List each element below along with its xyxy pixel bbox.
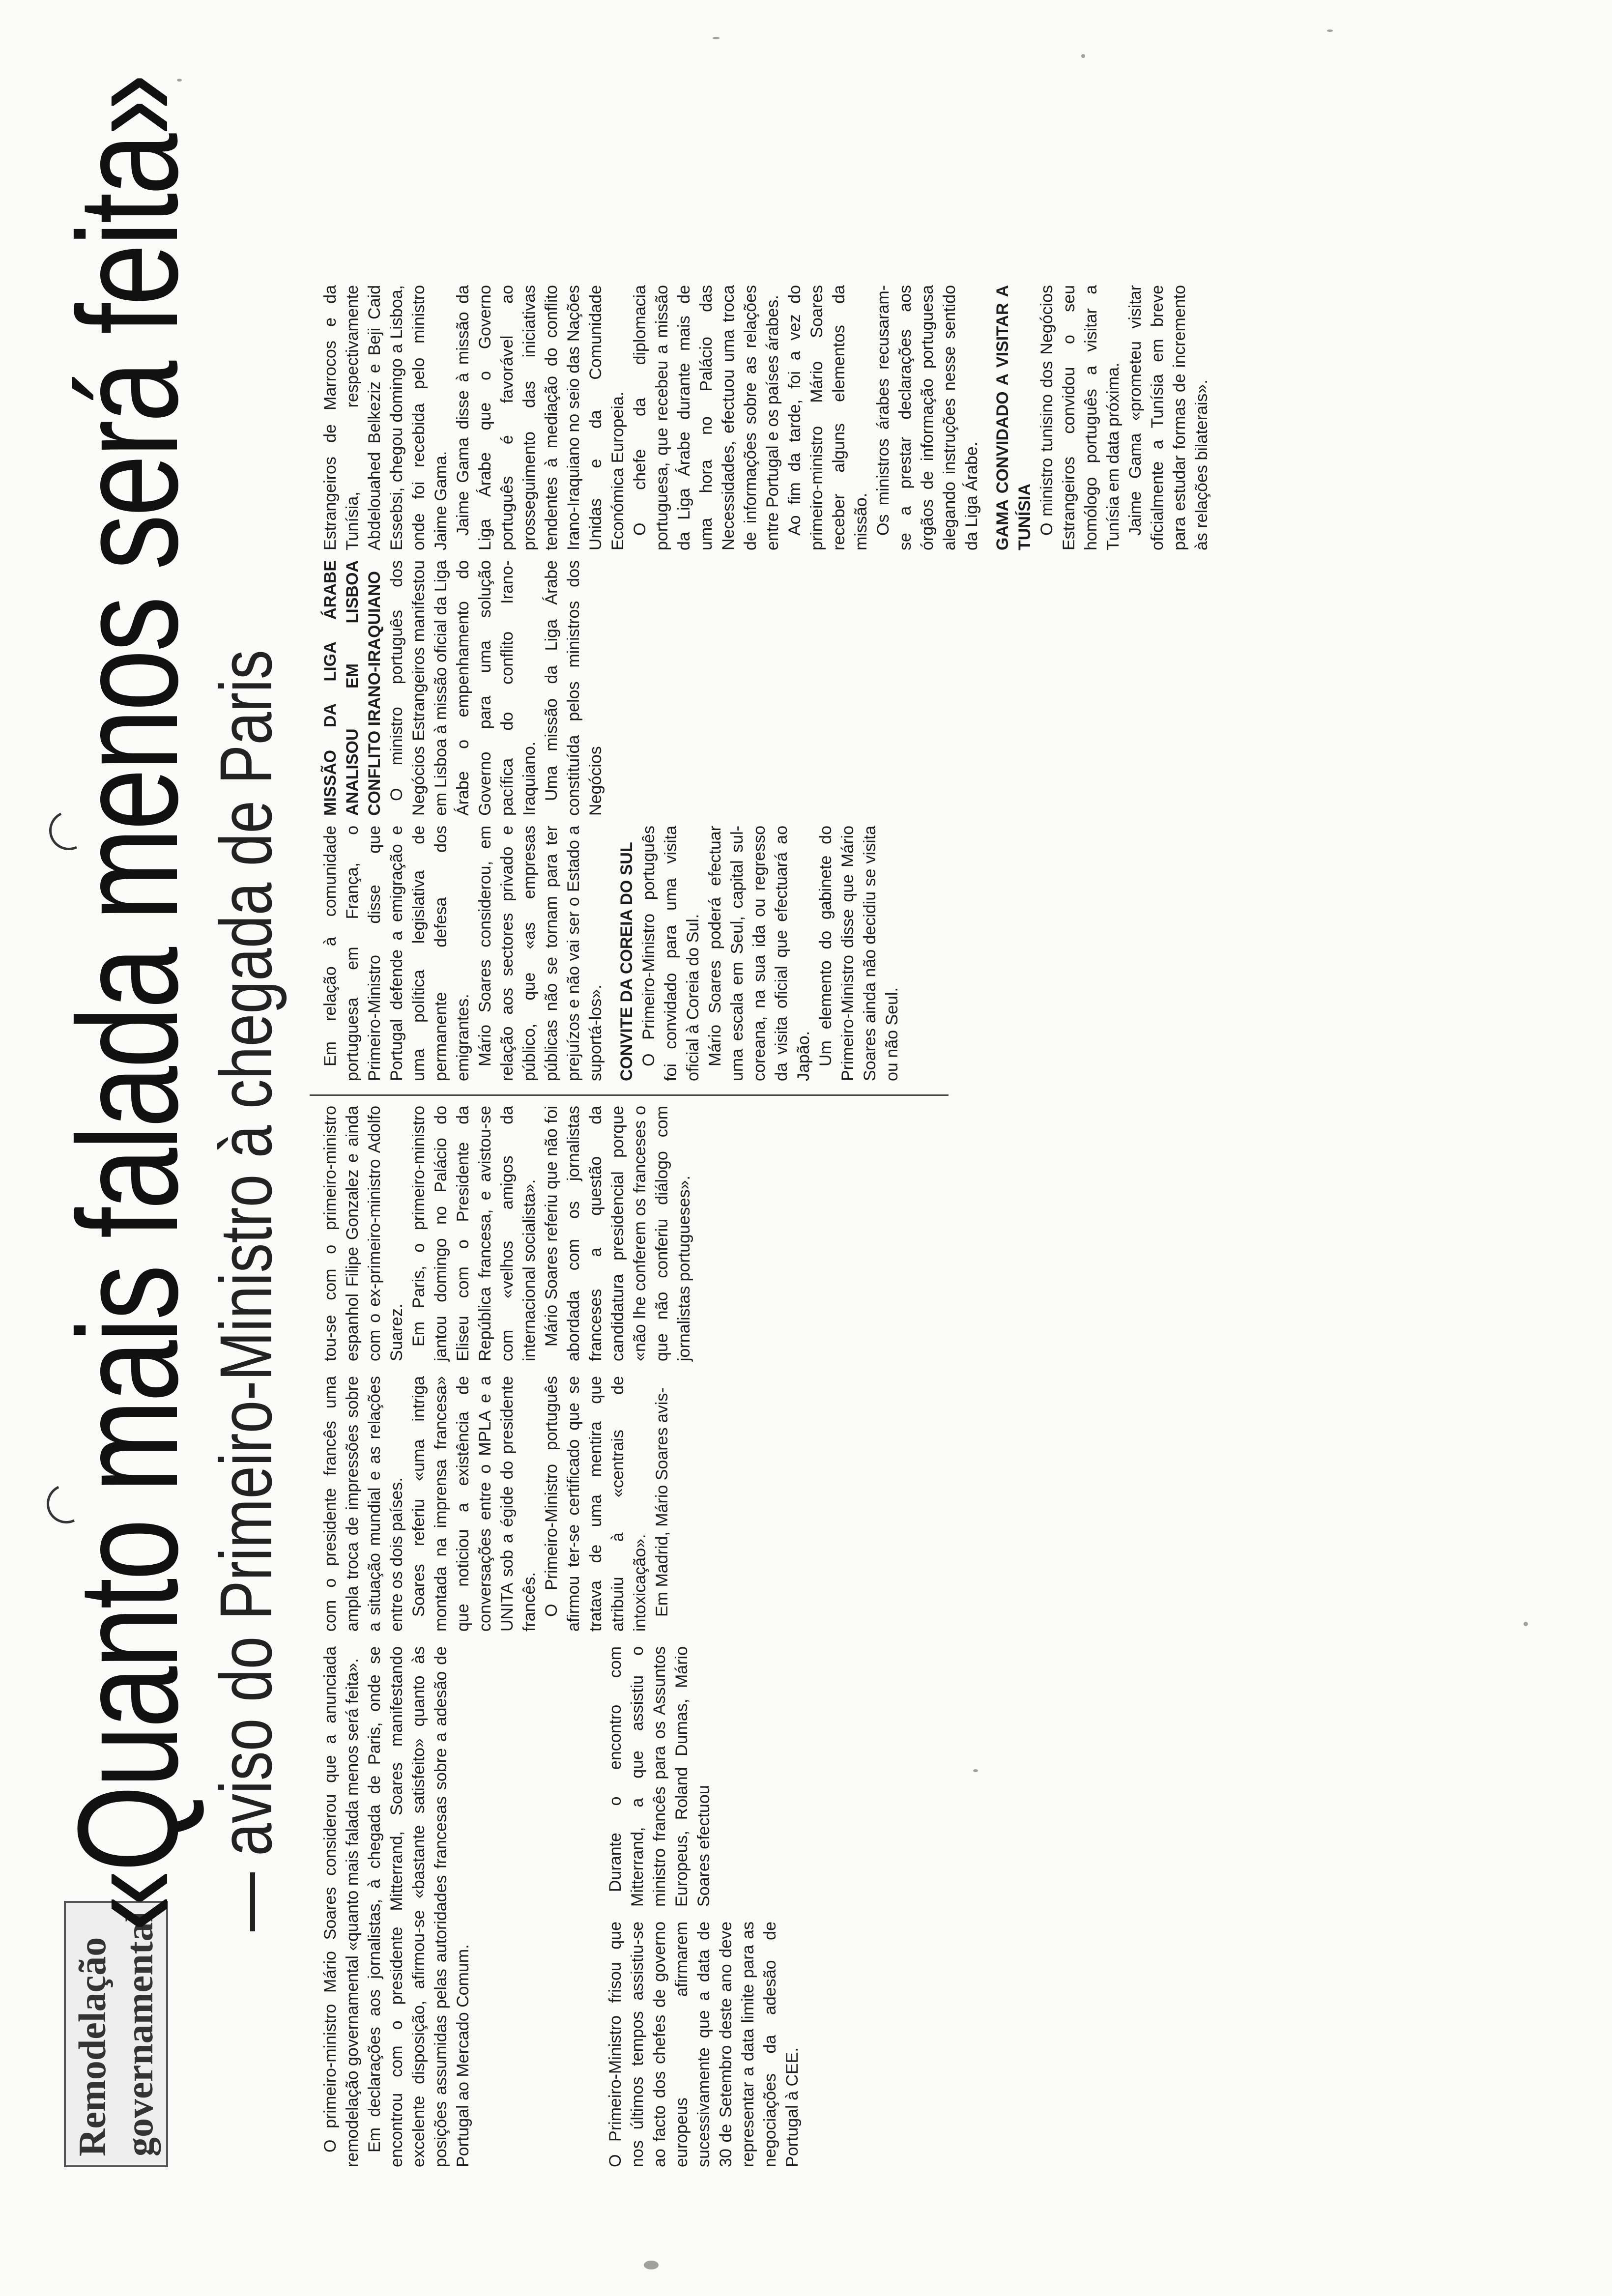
column-1b: Durante o encontro com Mitterrand, a que assistiu o ministro francês para os Assuntos Europeus, Roland Dumas, Mário Soares efectuou [606,1646,713,1907]
speck [1081,54,1085,58]
subhead-coreia: CONVITE DA COREIA DO SUL [617,842,636,1081]
speck [1327,29,1333,32]
speck [713,37,720,39]
subhead-tunisia: GAMA CONVIDADO A VISITAR A TUNÍSIA [993,285,1034,550]
column-4: Em relação à comunidade portuguesa em França, o Primeiro-Ministro disse que Portugal defende a emigração e uma política legislativa de permanente defesa dos emigrantes. Mário Soares considerou, em relação aos sectores privado e público, que «as empresas públicas não se tornam para ter prejuízos e não vai ser o Estado a suportá-los». CONVITE DA COREIA DO SUL O Primeiro-Ministro português foi convidado para uma visita oficial à Coreia do Sul. Mário Soares poderá efectuar uma escala em Seul, capital sul-coreana, na sua ida ou regresso da visita oficial que efectuará ao Japão. Um elemento do gabinete do Primeiro-Ministro disse que Mário Soares ainda não decidiu se visita ou não Seul. [321,826,901,1081]
column-2: com o presidente francês uma ampla troca de impressões sobre a situação mundial e as relações entre os dois países. Soares referiu «uma intriga montada na imprensa francesa» que noticiou a existência de conversações entre o MPLA e a UNITA sob a égide do presidente francês. O Primeiro-Ministro português afirmou ter-se certificado que se tratava de uma mentira que atribuiu à «centrais de intoxicação». Em Madrid, Mário Soares avis- [321,1376,671,1632]
subheadline: — aviso do Primeiro-Ministro à chegada de Paris [204,650,287,1931]
headline: «Quanto mais falada menos será feita» [48,76,207,1931]
column-3: tou-se com o primeiro-ministro espanhol Filipe Gonzalez e ainda com o ex-primeiro-ministro Adolfo Suarez. Em Paris, o primeiro-ministro jantou domingo no Palácio do Eliseu com o Presidente da República francesa, e avistou-se com «velhos amigos da internacional socialista». Mário Soares referiu que não foi abordada com os jornalistas franceses a questão da candidatura presidencial porque «não lhe conferem os franceses o que não conferiu diálogo com jornalistas portugueses». [321,1106,693,1361]
column-6: Estrangeiros de Marrocos e da Tunísia, respectivamente Abdelouahed Belkeziz e Beji Caid Essebsi, chegou domingo a Lisboa, onde foi recebida pelo ministro Jaime Gama. Jaime Gama disse à missão da Liga Árabe que o Governo português é favorável ao prosseguimento das iniciativas tendentes à mediação do conflito Irano-Iraquiano no seio das Nações Unidas e da Comunidade Económica Europeia. O chefe da diplomacia portuguesa, que recebeu a missão da Liga Árabe durante mais de uma hora no Palácio das Necessidades, efectuou uma troca de informações sobre as relações entre Portugal e os países árabes. Ao fim da tarde, foi a vez do primeiro-ministro Mário Soares receber alguns elementos da missão. Os ministros árabes recusaram-se a prestar declarações aos órgãos de informação portuguesa alegando instruções nesse sentido da Liga Árabe. GAMA CONVIDADO A VISITAR A TUNÍSIA O ministro tunisino dos Negócios Estrangeiros convidou o seu homólogo português a visitar a Tunísia em data próxima. Jaime Gama «prometeu visitar oficialmente a Tunísia em breve para estudar formas de incremento às relações bilaterais». [321,285,1211,550]
column-5: MISSÃO DA LIGA ÁRABE ANALISOU EM LISBOA CONFLITO IRANO-IRAQUIANO O ministro português dos Negócios Estrangeiros manifestou em Lisboa à missão oficial da Liga Árabe o empenhamento do Governo para uma solução pacífica do conflito Irano-Iraquiano. Uma missão da Liga Árabe constituída pelos ministros dos Negócios [319,560,607,816]
section-kicker: Remodelação governamental [64,1901,168,2167]
column-rule [310,1094,949,1096]
newspaper-clipping [44,74,1322,2187]
speck [1524,1622,1528,1626]
speck [644,2261,659,2269]
column-1: O Primeiro-Ministro frisou que nos últimos tempos assistiu-se ao facto dos chefes de governo europeus afirmarem sucessivamente que a data de 30 de Setembro deste ano deve representar a data limite para as negociações da adesão de Portugal à CEE. [606,1922,802,2167]
subhead-liga-arabe: MISSÃO DA LIGA ÁRABE ANALISOU EM LISBOA CONFLITO IRANO-IRAQUIANO [321,560,384,816]
lead-paragraph: O primeiro-ministro Mário Soares considerou que a anunciada remodelação governamental «quanto mais falada menos será feita». Em declarações aos jornalistas, à chegada de Paris, onde se encontrou com o presidente Mitterrand, Soares manifestando excelente disposição, afirmou-se «bastante satisfeito» quanto às posições assumidas pelas autoridades francesas sobre a adesão de Portugal ao Mercado Comum. [321,1646,472,2167]
